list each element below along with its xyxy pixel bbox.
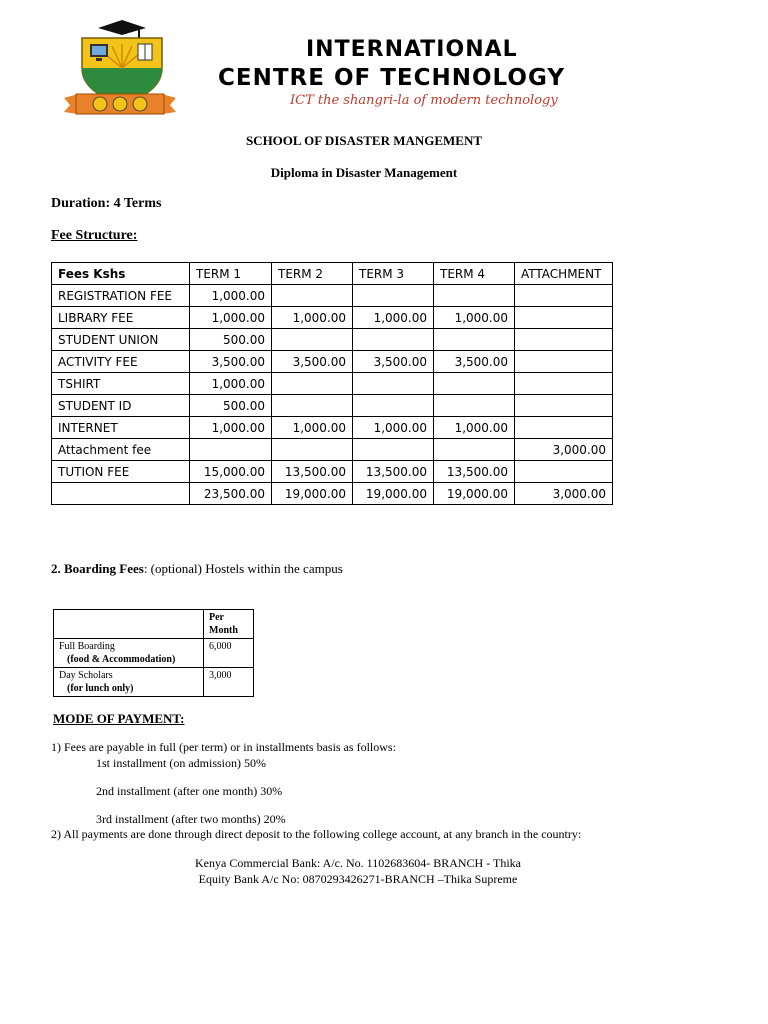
fee-amount-cell: 19,000.00	[434, 483, 515, 505]
fee-table-header-row	[52, 263, 613, 285]
fee-amount-cell	[434, 373, 515, 395]
fee-amount-cell: 1,000.00	[190, 307, 272, 329]
table-row	[54, 639, 254, 668]
fee-amount-cell: 1,000.00	[434, 417, 515, 439]
fee-amount-cell: 19,000.00	[272, 483, 353, 505]
fee-amount-cell: 3,000.00	[515, 439, 613, 461]
fee-amount-cell	[353, 285, 434, 307]
installment-1: 1st installment (on admission) 50%	[96, 756, 266, 770]
college-name-line1: INTERNATIONAL	[306, 37, 518, 62]
fee-amount-cell	[190, 439, 272, 461]
payment-point-2: 2) All payments are done through direct deposit to the following college account, at any branch in the country:	[51, 827, 582, 841]
fee-amount-cell	[272, 285, 353, 307]
boarding-row-value: 6,000	[204, 639, 254, 668]
installment-2: 2nd installment (after one month) 30%	[96, 784, 283, 798]
boarding-row-value: 3,000	[204, 668, 254, 697]
fee-amount-cell	[515, 395, 613, 417]
header-attachment: ATTACHMENT	[515, 263, 613, 285]
header-term4: TERM 4	[434, 263, 515, 285]
header-term2: TERM 2	[272, 263, 353, 285]
fee-amount-cell	[515, 307, 613, 329]
mode-of-payment-heading: MODE OF PAYMENT:	[53, 711, 185, 726]
fee-amount-cell: 3,500.00	[190, 351, 272, 373]
fee-amount-cell	[353, 395, 434, 417]
fee-amount-cell	[353, 329, 434, 351]
college-title-block	[218, 36, 688, 108]
fee-amount-cell	[272, 373, 353, 395]
fee-amount-cell	[515, 351, 613, 373]
boarding-row-name: Day Scholars	[59, 670, 113, 681]
fee-amount-cell: 15,000.00	[190, 461, 272, 483]
fee-amount-cell: 500.00	[190, 329, 272, 351]
fee-amount-cell: 19,000.00	[353, 483, 434, 505]
fee-item-name: STUDENT UNION	[52, 329, 190, 351]
boarding-row-sub: (for lunch only)	[67, 683, 134, 694]
school-name: SCHOOL OF DISASTER MANGEMENT	[245, 133, 483, 148]
fee-amount-cell: 13,500.00	[434, 461, 515, 483]
fee-amount-cell	[434, 329, 515, 351]
diploma-name: Diploma in Disaster Management	[270, 165, 458, 180]
fee-amount-cell: 1,000.00	[272, 417, 353, 439]
college-name-line2: CENTRE OF TECHNOLOGY	[218, 65, 565, 91]
fee-amount-cell: 13,500.00	[353, 461, 434, 483]
fee-amount-cell: 23,500.00	[190, 483, 272, 505]
table-row	[52, 307, 613, 329]
table-row	[52, 461, 613, 483]
header-term1: TERM 1	[190, 263, 272, 285]
fee-amount-cell: 13,500.00	[272, 461, 353, 483]
fee-amount-cell	[515, 373, 613, 395]
fee-item-name: Attachment fee	[52, 439, 190, 461]
boarding-fees-text: : (optional) Hostels within the campus	[143, 561, 343, 576]
table-row	[52, 329, 613, 351]
fee-amount-cell: 1,000.00	[190, 373, 272, 395]
fee-amount-cell: 1,000.00	[353, 417, 434, 439]
table-row	[52, 439, 613, 461]
boarding-header-per-month: Per Month	[204, 610, 254, 639]
bank-account-kcb: Kenya Commercial Bank: A/c. No. 1102683604- BRANCH - Thika	[195, 856, 521, 870]
fee-amount-cell	[515, 461, 613, 483]
fee-amount-cell: 3,500.00	[434, 351, 515, 373]
table-row	[52, 351, 613, 373]
fee-item-name: TSHIRT	[52, 373, 190, 395]
fee-amount-cell: 3,500.00	[272, 351, 353, 373]
boarding-row-sub: (food & Accommodation)	[67, 654, 176, 665]
boarding-fees-line	[51, 561, 343, 577]
fee-amount-cell	[272, 329, 353, 351]
table-row	[54, 668, 254, 697]
fee-amount-cell	[434, 285, 515, 307]
fee-table-body	[52, 263, 613, 505]
fee-amount-cell	[434, 439, 515, 461]
boarding-header-row	[54, 610, 254, 639]
table-row	[52, 285, 613, 307]
bank-account-equity: Equity Bank A/c No: 0870293426271-BRANCH –Thika Supreme	[198, 872, 518, 886]
college-tagline: ICT the shangri-la of modern technology	[290, 93, 558, 108]
table-row	[52, 417, 613, 439]
boarding-fees-label: 2. Boarding Fees	[51, 561, 144, 576]
fee-amount-cell	[434, 395, 515, 417]
fee-amount-cell: 3,000.00	[515, 483, 613, 505]
fee-amount-cell: 3,500.00	[353, 351, 434, 373]
duration: Duration: 4 Terms	[51, 196, 162, 211]
college-logo	[60, 20, 180, 118]
fee-item-name: TUTION FEE	[52, 461, 190, 483]
fee-item-name: ACTIVITY FEE	[52, 351, 190, 373]
fee-amount-cell	[353, 439, 434, 461]
header-term3: TERM 3	[353, 263, 434, 285]
payment-point-1: 1) Fees are payable in full (per term) or in installments basis as follows:	[51, 740, 396, 754]
fee-amount-cell: 1,000.00	[272, 307, 353, 329]
fee-item-name: STUDENT ID	[52, 395, 190, 417]
fee-item-name: REGISTRATION FEE	[52, 285, 190, 307]
fee-item-name: INTERNET	[52, 417, 190, 439]
fee-amount-cell: 1,000.00	[190, 285, 272, 307]
fee-structure-heading: Fee Structure:	[51, 228, 138, 243]
fee-amount-cell: 500.00	[190, 395, 272, 417]
boarding-row-name: Full Boarding	[59, 641, 115, 652]
header-fees: Fees Kshs	[52, 263, 190, 285]
fee-amount-cell: 1,000.00	[190, 417, 272, 439]
fee-structure-table	[51, 262, 613, 505]
fee-amount-cell	[353, 373, 434, 395]
fee-amount-cell	[515, 285, 613, 307]
fee-item-name: LIBRARY FEE	[52, 307, 190, 329]
fee-amount-cell	[515, 329, 613, 351]
table-row	[52, 395, 613, 417]
fee-amount-cell	[272, 439, 353, 461]
fee-amount-cell	[515, 417, 613, 439]
fee-amount-cell	[272, 395, 353, 417]
installment-3: 3rd installment (after two months) 20%	[96, 812, 286, 826]
fee-item-name	[52, 483, 190, 505]
table-row	[52, 373, 613, 395]
fee-amount-cell: 1,000.00	[353, 307, 434, 329]
boarding-table	[53, 609, 254, 697]
fee-total-row	[52, 483, 613, 505]
fee-amount-cell: 1,000.00	[434, 307, 515, 329]
